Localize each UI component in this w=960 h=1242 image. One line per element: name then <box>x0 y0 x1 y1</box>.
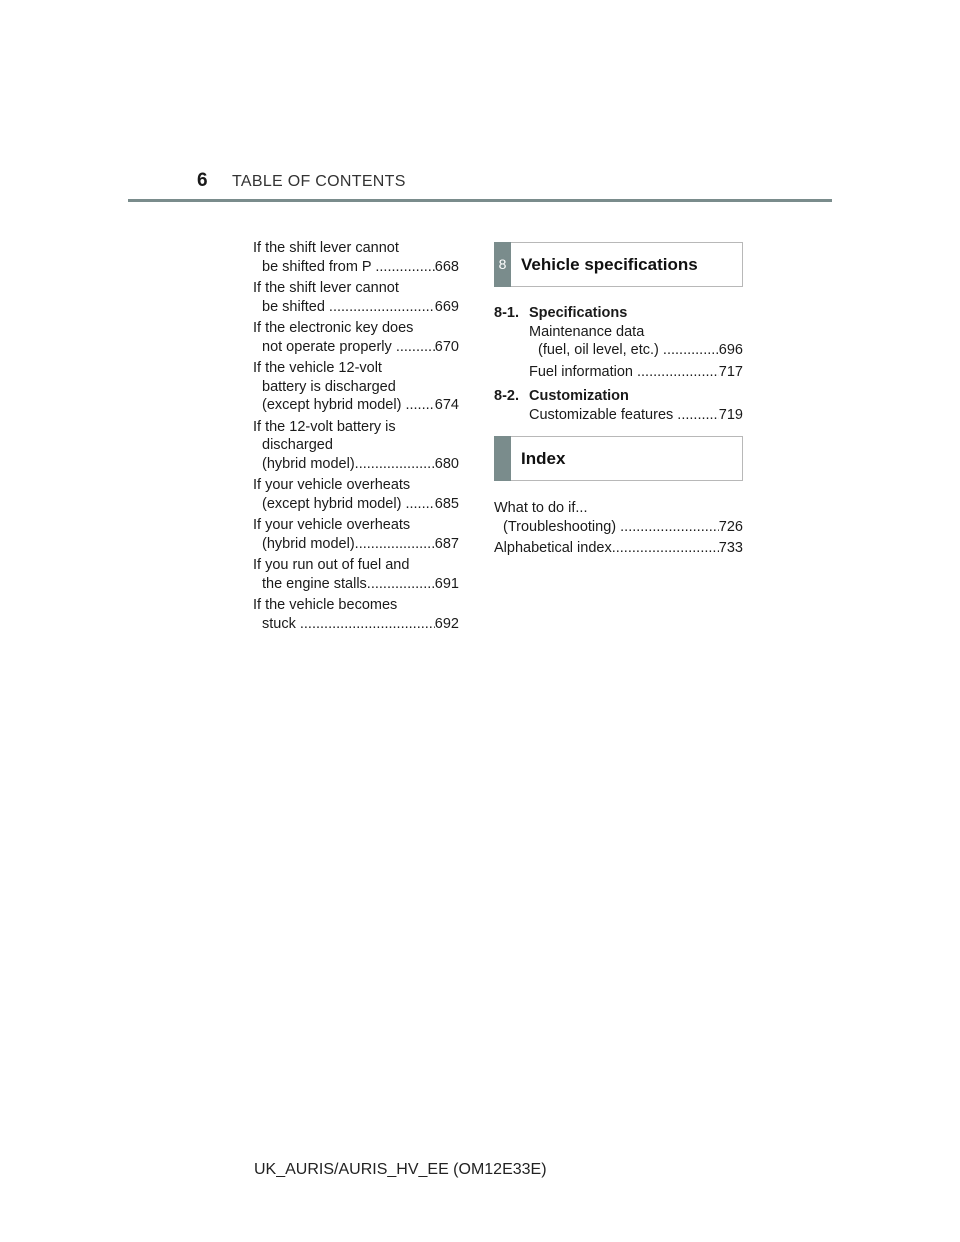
toc-entry[interactable] <box>253 279 459 316</box>
subsection-heading[interactable] <box>494 387 743 406</box>
toc-entry-text: battery is discharged <box>262 378 396 395</box>
toc-entry-text: not operate properly <box>262 338 396 355</box>
subsection-number: 8-1. <box>494 305 519 321</box>
dot-leader <box>367 575 435 594</box>
toc-entry-page: 719 <box>718 406 743 423</box>
toc-entry-text: If your vehicle overheats <box>253 477 411 493</box>
dot-leader <box>620 518 719 537</box>
toc-entry[interactable] <box>253 596 459 633</box>
toc-entry-text: If the vehicle becomes <box>253 597 398 613</box>
dot-leader <box>405 396 434 415</box>
toc-entry-page: 733 <box>718 540 743 556</box>
toc-entry-page: 670 <box>434 338 459 355</box>
toc-entry-text: If the vehicle 12-volt <box>253 360 382 376</box>
toc-entry-page: 691 <box>434 575 459 592</box>
toc-entry-page: 687 <box>434 535 459 552</box>
dot-leader <box>677 406 719 425</box>
toc-entry-page: 685 <box>434 495 459 512</box>
subsection-8-2 <box>494 387 743 427</box>
toc-entry-text: What to do if... <box>494 500 588 516</box>
subsection-heading[interactable] <box>494 304 743 323</box>
toc-entry-text: (except hybrid model) <box>262 397 406 413</box>
toc-entry-text: If the shift lever cannot <box>253 280 399 296</box>
section-label: Vehicle specifications <box>521 255 698 274</box>
toc-entry-text: stuck <box>262 615 300 632</box>
toc-entry-text: the engine stalls <box>262 575 367 592</box>
dot-leader <box>355 535 435 554</box>
toc-entry[interactable] <box>253 239 459 276</box>
toc-entry-text: (Troubleshooting) <box>503 518 621 535</box>
dot-leader <box>405 495 434 514</box>
header-title: TABLE OF CONTENTS <box>232 173 406 190</box>
toc-entry-text: (hybrid model) <box>262 535 355 552</box>
toc-entry[interactable] <box>253 476 459 513</box>
toc-entry-text: Fuel information <box>529 363 637 380</box>
toc-entry-page: 669 <box>434 298 459 315</box>
subsection-title: Specifications <box>529 305 628 321</box>
toc-entry-text: If you run out of fuel and <box>253 557 410 573</box>
dot-leader <box>355 455 435 474</box>
subsection-items <box>494 406 743 425</box>
toc-entry[interactable] <box>253 359 459 415</box>
toc-entry[interactable] <box>253 556 459 593</box>
dot-leader <box>300 615 435 634</box>
toc-entry-text: Customizable features <box>529 406 678 423</box>
dot-leader <box>663 341 719 360</box>
toc-entry-text: If the electronic key does <box>253 320 414 336</box>
toc-entry-page: 726 <box>718 518 743 535</box>
toc-entry-text: If the 12-volt battery is <box>253 418 396 435</box>
toc-entry-text: be shifted <box>262 298 329 315</box>
toc-entry-text: (except hybrid model) <box>262 495 406 512</box>
toc-entry[interactable] <box>494 539 743 558</box>
toc-entry[interactable] <box>529 363 743 382</box>
toc-entry[interactable] <box>253 418 459 474</box>
index-items <box>494 499 743 561</box>
toc-entry[interactable] <box>253 516 459 553</box>
toc-entry[interactable] <box>529 406 743 425</box>
toc-entry[interactable] <box>253 319 459 356</box>
section-tab <box>494 436 511 481</box>
dot-leader <box>637 363 719 382</box>
toc-entry-page: 674 <box>434 397 459 413</box>
toc-entry-text: discharged <box>262 437 333 453</box>
dot-leader <box>329 298 435 317</box>
toc-left-column <box>253 239 459 636</box>
toc-entry-page: 696 <box>718 342 743 358</box>
section-label: Index <box>521 449 566 468</box>
toc-entry-text: (fuel, oil level, etc.) <box>538 342 663 358</box>
toc-entry-text: Alphabetical index <box>494 540 612 556</box>
footer-document-code: UK_AURIS/AURIS_HV_EE (OM12E33E) <box>254 1161 547 1178</box>
toc-entry-text: (hybrid model) <box>262 455 355 472</box>
section-heading-vehicle-specifications[interactable] <box>494 242 743 287</box>
subsection-title: Customization <box>529 388 629 404</box>
toc-entry-text: be shifted from P <box>262 258 376 275</box>
toc-entry-page: 717 <box>718 363 743 380</box>
dot-leader <box>396 338 435 357</box>
section-tab: 8 <box>494 242 511 287</box>
toc-entry[interactable] <box>494 499 743 536</box>
toc-entry-text: Maintenance data <box>529 323 645 340</box>
subsection-number: 8-2. <box>494 388 519 404</box>
subsection-8-1 <box>494 304 743 384</box>
dot-leader <box>375 258 434 277</box>
page-number: 6 <box>197 170 208 191</box>
header-rule <box>128 199 832 202</box>
dot-leader <box>612 539 719 558</box>
toc-entry-page: 680 <box>434 455 459 472</box>
toc-entry-text: If the shift lever cannot <box>253 240 399 256</box>
page-header <box>0 0 960 202</box>
toc-entry-page: 692 <box>434 615 459 632</box>
toc-entry-text: If your vehicle overheats <box>253 517 411 533</box>
section-heading-index[interactable] <box>494 436 743 481</box>
toc-entry[interactable] <box>529 323 743 360</box>
toc-entry-page: 668 <box>434 258 459 275</box>
subsection-items <box>494 323 743 382</box>
